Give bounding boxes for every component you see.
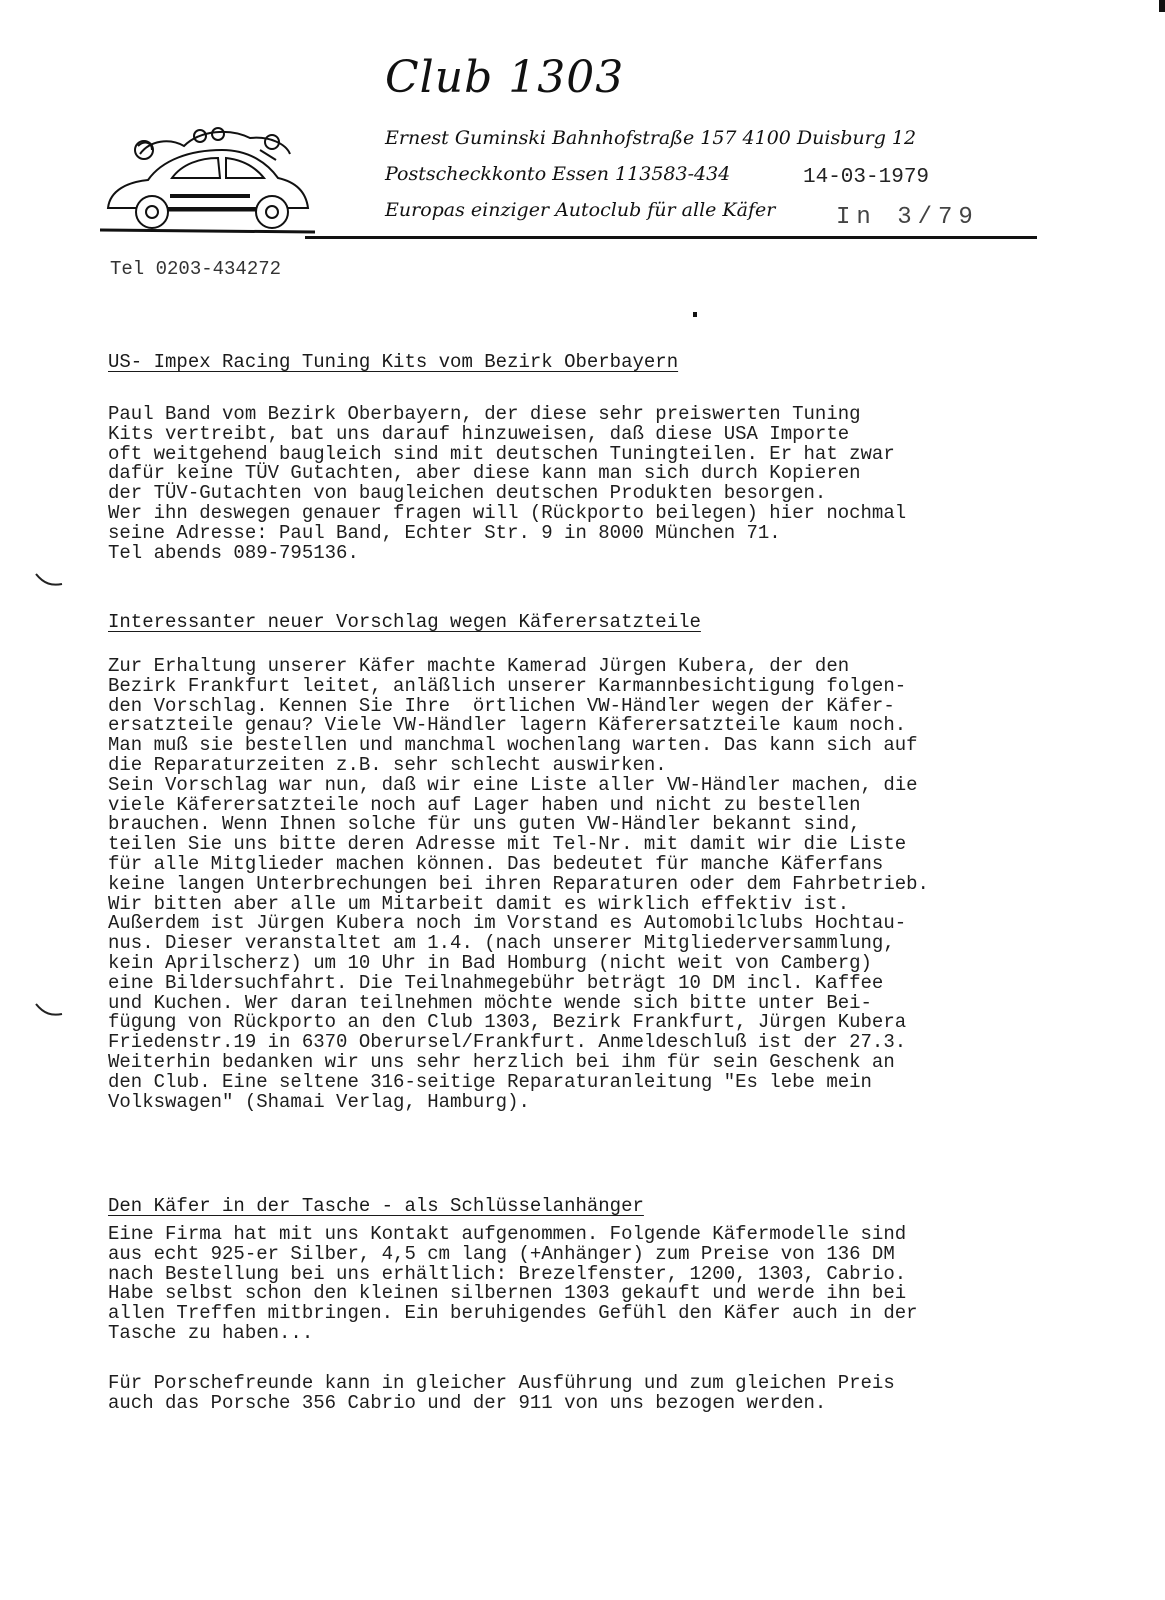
letter-date: 14-03-1979 <box>803 166 930 189</box>
margin-tick-icon <box>34 1000 64 1020</box>
section-paragraph: Für Porschefreunde kann in gleicher Ausführung und zum gleichen Preis auch das Porsche 356 Cabrio und der 911 von uns bezogen werden. <box>108 1372 895 1414</box>
ink-dot <box>693 312 697 317</box>
scan-edge-mark <box>1159 0 1165 12</box>
section-heading: Interessanter neuer Vorschlag wegen Käferersatzteile <box>108 611 701 633</box>
section-paragraph: Eine Firma hat mit uns Kontakt aufgenommen. Folgende Käfermodelle sind aus echt 925-er Silber, 4,5 cm lang (+Anhänger) zum Preise von 136 DM nach Bestellung bei uns erhältlich: Brezelfenster, 1200, 1303, Cabrio. Habe selbst schon den kleinen silbernen 1303 gekauft und werde ihn bei allen Treffen mitbringen. Ein beruhigendes Gefühl den Käfer auch in der Tasche zu haben... <box>108 1223 918 1344</box>
telephone: Tel 0203-434272 <box>110 258 282 280</box>
section-paragraph: Zur Erhaltung unserer Käfer machte Kamerad Jürgen Kubera, der den Bezirk Frankfurt leitet, anläßlich unserer Karmannbesichtigung folgen- den Vorschlag. Kennen Sie Ihre örtlichen VW-Händler wegen der Käfer- ersatzteile genau? Viele VW-Händler lagern Käferersatzteile kaum noch. Man muß sie bestellen und manchmal wochenlang warten. Das kann sich auf die Reparaturzeiten z.B. sehr schlecht auswirken. Sein Vorschlag war nun, daß wir eine Liste aller VW-Händler machen, die viele Käferersatzteile noch auf Lager haben und nicht zu bestellen brauchen. Wenn Ihnen solche für uns guten VW-Händler bekannt sind, teilen Sie uns bitte deren Adresse mit Tel-Nr. mit damit wir die Liste für alle Mitglieder machen können. Das bedeutet für manche Käferfans keine langen Unterbrechungen bei ihren Reparaturen oder dem Fahrbetrieb. Wir bitten aber alle um Mitarbeit damit es wirklich effektiv ist. Außerdem ist Jürgen Kubera noch im Vorstand es Automobilclubs Hochtau- nus. Dieser veranstaltet am 1.4. (nach unserer Mitgliederversammlung, kein Aprilscherz) um 10 Uhr in Bad Homburg (nicht weit von Camberg) eine Bildersuchfahrt. Die Teilnahmegebühr beträgt 10 DM incl. Kaffee und Kuchen. Wer daran teilnehmen möchte wende sich bitte unter Bei- fügung von Rückporto an den Club 1303, Bezirk Frankfurt, Jürgen Kubera Friedenstr.19 in 6370 Oberursel/Frankfurt. Anmeldeschluß ist der 27.3. Weiterhin bedanken wir uns sehr herzlich bei ihm für sein Geschenk an den Club. Eine seltene 316-seitige Reparaturanleitung "Es lebe mein Volkswagen" (Shamai Verlag, Hamburg). <box>108 655 929 1113</box>
section-heading: Den Käfer in der Tasche - als Schlüsselanhänger <box>108 1195 644 1217</box>
header-divider <box>305 236 1037 239</box>
stamp-mark: In 3/79 <box>836 204 979 231</box>
club-address: Ernest Guminski Bahnhofstraße 157 4100 Duisburg 12 <box>385 127 917 149</box>
club-slogan: Europas einziger Autoclub für alle Käfer <box>385 199 776 221</box>
vw-beetle-logo-icon <box>100 120 315 235</box>
section-heading: US- Impex Racing Tuning Kits vom Bezirk Oberbayern <box>108 351 679 373</box>
club-name: Club 1303 <box>385 52 625 103</box>
margin-tick-icon <box>34 570 64 590</box>
club-account: Postscheckkonto Essen 113583-434 <box>385 163 731 185</box>
section-paragraph: Paul Band vom Bezirk Oberbayern, der diese sehr preiswerten Tuning Kits vertreibt, bat uns darauf hinzuweisen, daß diese USA Importe oft weitgehend baugleich sind mit deutschen Tuningteilen. Er hat zwar dafür keine TÜV Gutachten, aber diese kann man sich durch Kopieren der TÜV-Gutachten von baugleichen deutschen Produkten besorgen. Wer ihn deswegen genauer fragen will (Rückporto beilegen) hier nochmal seine Adresse: Paul Band, Echter Str. 9 in 8000 München 71. Tel abends 089-795136. <box>108 403 907 564</box>
